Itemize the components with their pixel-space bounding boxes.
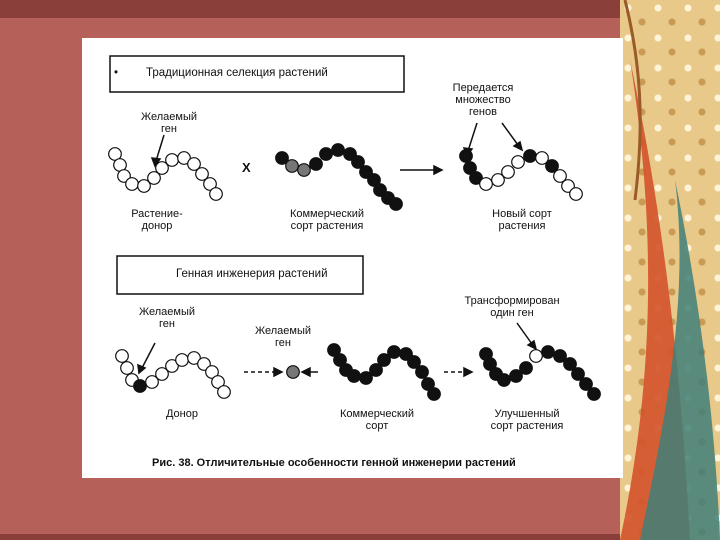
- cross-symbol: X: [242, 160, 251, 175]
- slide-bottom-border: [0, 534, 720, 540]
- donor-chain-lower-bead: [121, 362, 134, 375]
- donor-chain-bead: [210, 188, 223, 201]
- improved-chain-bead: [588, 388, 601, 401]
- new-variety-label: Новый сорт растения: [492, 208, 552, 232]
- isolated-gene-bead: [287, 366, 300, 379]
- many-genes-pointer-1: [468, 123, 477, 151]
- improved-chain-bead: [520, 362, 533, 375]
- slide-top-border: [0, 0, 720, 18]
- donor-chain-lower-bead: [176, 354, 189, 367]
- many-genes-pointer-2: [502, 123, 518, 145]
- improved-variety-label: Улучшенный сорт растения: [490, 408, 564, 432]
- commercial-chain-bead: [286, 160, 299, 173]
- new-variety-chain-bead: [524, 150, 537, 163]
- transformed-gene-label: Трансформирован один ген: [464, 295, 560, 319]
- donor-chain-bead: [166, 154, 179, 167]
- transformed-gene-pointer: [517, 323, 532, 344]
- donor-plant-label: Растение- донор: [131, 208, 183, 232]
- commercial-chain-bead: [390, 198, 403, 211]
- commercial-chain-lower-bead: [388, 346, 401, 359]
- improved-chain-bead: [530, 350, 543, 363]
- donor-chain-lower-bead: [134, 380, 147, 393]
- commercial-chain-bead: [320, 148, 333, 161]
- commercial-chain-lower-bead: [416, 366, 429, 379]
- donor-chain-lower-bead: [116, 350, 129, 363]
- commercial-chain-lower-bead: [428, 388, 441, 401]
- desired-gene-pointer: [156, 135, 164, 161]
- donor-chain-bead: [126, 178, 139, 191]
- diagram-figure: [82, 38, 623, 478]
- decorative-side-panel: [620, 0, 720, 540]
- desired-gene-label-lower: Желаемый ген: [138, 306, 196, 330]
- improved-chain-bead: [498, 374, 511, 387]
- donor-chain-lower-bead: [218, 386, 231, 399]
- new-variety-chain-bead: [502, 166, 515, 179]
- new-variety-chain-bead: [570, 188, 583, 201]
- genetic-section-title: Генная инженерия растений: [176, 268, 328, 280]
- traditional-section-title: Традиционная селекция растений: [146, 67, 328, 79]
- traditional-result-arrow-head: [434, 166, 442, 174]
- new-variety-chain-bead: [480, 178, 493, 191]
- commercial-chain-bead: [310, 158, 323, 171]
- figure-caption: Рис. 38. Отличительные особенности генной инженерии растений: [152, 457, 516, 469]
- improved-chain-bead: [542, 346, 555, 359]
- donor-label: Донор: [165, 408, 198, 420]
- desired-gene-label: Желаемый ген: [140, 111, 198, 135]
- desired-gene-label-middle: Желаемый ген: [254, 325, 312, 349]
- commercial-chain-bead: [298, 164, 311, 177]
- commercial-variety-label: Коммерческий сорт растения: [289, 208, 365, 232]
- traditional-bullet: •: [114, 67, 119, 79]
- desired-gene-pointer-lower: [142, 343, 155, 368]
- many-genes-label: Передается множество генов: [452, 82, 514, 118]
- new-variety-chain-bead: [512, 156, 525, 169]
- commercial-chain-bead: [332, 144, 345, 157]
- commercial-variety-label-lower: Коммерческий сорт: [339, 408, 415, 432]
- commercial-chain-lower-bead: [348, 370, 361, 383]
